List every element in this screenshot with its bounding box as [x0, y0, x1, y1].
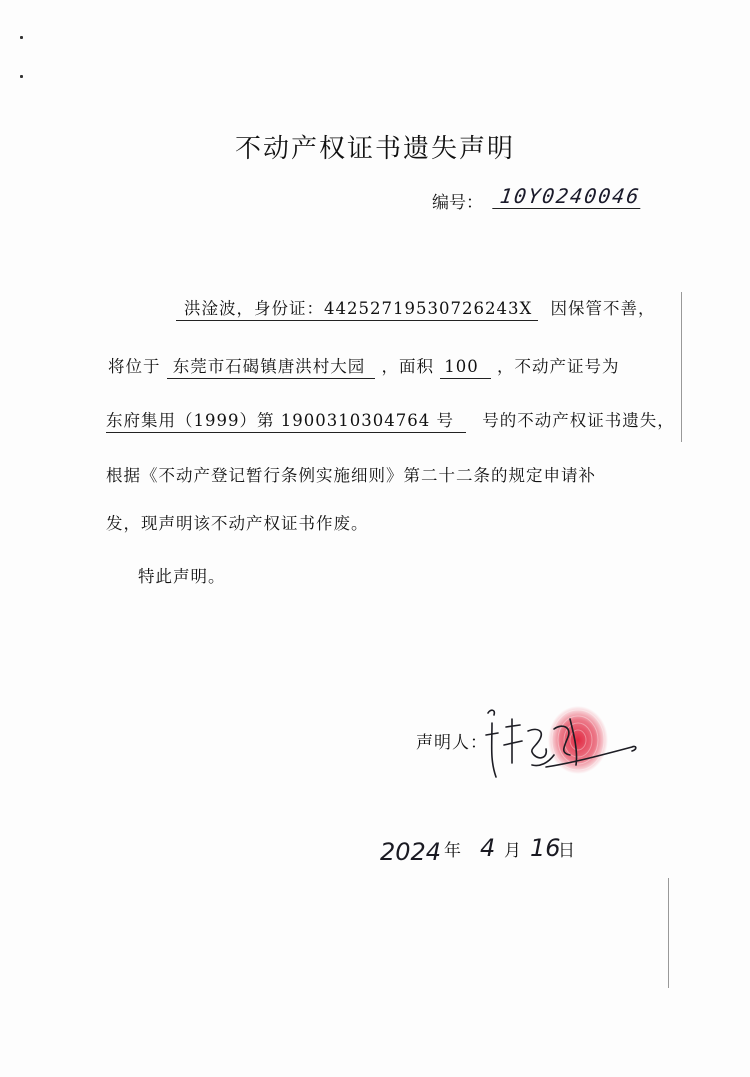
- page-title: 不动产权证书遗失声明: [234, 134, 515, 164]
- line3-tail: 号的不动产权证书遗失，: [482, 411, 675, 430]
- statement-line-5: 发，现声明该不动产权证书作废。: [106, 514, 369, 533]
- area-label: ，面积: [381, 357, 434, 376]
- date-day-unit: 日: [558, 841, 575, 861]
- scan-speck: [20, 36, 23, 39]
- certificate-number-field: 东府集用（1999）第 1900310304764 号: [106, 410, 466, 433]
- date-month-unit: 月: [504, 841, 521, 861]
- line2-tail: ，不动产证号为: [497, 357, 620, 376]
- date-day: 16: [530, 834, 561, 862]
- statement-line-4: 根据《不动产登记暂行条例实施细则》第二十二条的规定申请补: [106, 466, 596, 485]
- line2-prefix: 将位于: [108, 357, 161, 376]
- scan-speck: [20, 75, 23, 78]
- signer-label: 声明人：: [416, 733, 488, 753]
- closing-statement: 特此声明。: [138, 567, 226, 586]
- name-id-field: 洪淦波，身份证：44252719530726243X: [176, 298, 538, 321]
- statement-line-2: [108, 356, 620, 379]
- area-field: 100: [440, 356, 491, 379]
- handwritten-signature: [482, 705, 647, 790]
- number-label: 编号：: [432, 193, 483, 213]
- scan-edge-line: [668, 878, 669, 988]
- statement-line-1: [176, 298, 655, 321]
- scan-edge-line: [681, 292, 682, 442]
- date-month: 4: [480, 834, 496, 862]
- line1-tail: 因保管不善，: [550, 299, 656, 318]
- date-year-unit: 年: [444, 841, 461, 861]
- statement-line-3: [106, 410, 675, 433]
- date-year: 2024: [380, 838, 442, 866]
- number-value: 10Y0240046: [492, 184, 644, 209]
- location-field: 东莞市石碣镇唐洪村大园: [167, 356, 376, 379]
